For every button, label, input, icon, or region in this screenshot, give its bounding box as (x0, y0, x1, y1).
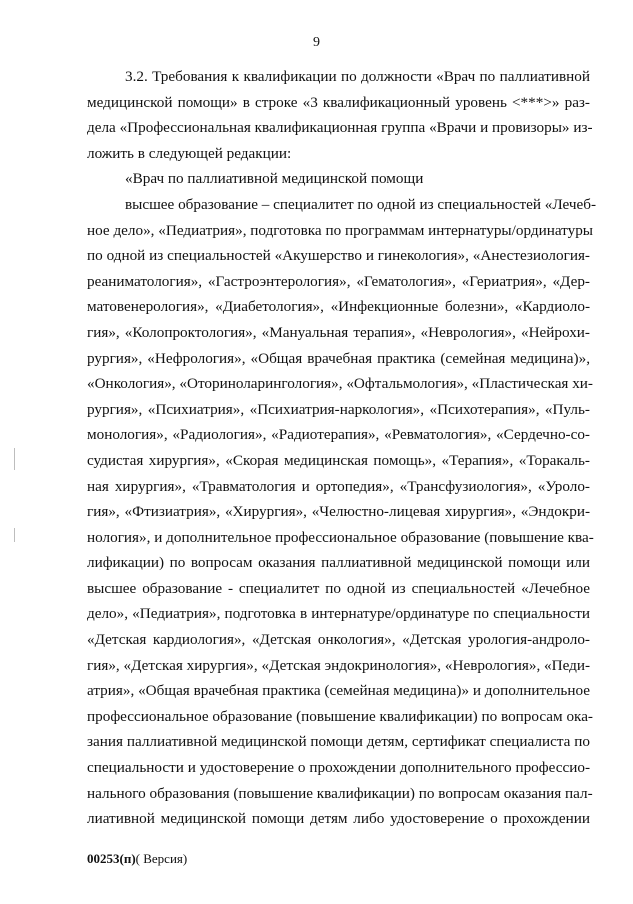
document-footer (87, 851, 187, 867)
document-version: ( Версия) (135, 851, 188, 866)
text-line: гия», «Колопроктология», «Мануальная терапия», «Неврология», «Нейрохи- (87, 323, 590, 341)
text-line: «Онкология», «Оториноларингология», «Офтальмология», «Пластическая хи- (87, 375, 593, 393)
text-line: ная хирургия», «Травматология и ортопедия», «Трансфузиология», «Уроло- (87, 477, 590, 495)
text-line: судистая хирургия», «Скорая медицинская помощь», «Терапия», «Торакаль- (87, 451, 590, 469)
text-line: атрия», «Общая врачебная практика (семейная медицина)» и дополнительное (87, 682, 590, 700)
text-line: медицинской помощи» в строке «3 квалификационный уровень <***>» раз- (87, 93, 590, 111)
scan-artifact-mark (14, 528, 15, 542)
scan-artifact-mark (14, 448, 15, 470)
text-line: нального образования (повышение квалификации) по вопросам оказания пал- (87, 784, 593, 802)
text-line: дела «Профессиональная квалификационная группа «Врачи и провизоры» из- (87, 119, 593, 137)
text-line: лиативной медицинской помощи детям либо удостоверение о прохождении (87, 810, 590, 828)
text-line: специальности и удостоверение о прохождении дополнительного профессио- (87, 759, 590, 777)
text-line: монология», «Радиология», «Радиотерапия», «Ревматология», «Сердечно-со- (87, 426, 590, 444)
text-line: матовенерология», «Диабетология», «Инфекционные болезни», «Кардиоло- (87, 298, 590, 316)
text-line: высшее образование – специалитет по одной из специальностей «Лечеб- (125, 195, 597, 213)
document-body (87, 64, 597, 832)
text-line: гия», «Детская хирургия», «Детская эндокринология», «Неврология», «Педи- (87, 656, 591, 674)
text-line: гия», «Фтизиатрия», «Хирургия», «Челюстно-лицевая хирургия», «Эндокри- (87, 503, 590, 521)
page-number: 9 (313, 35, 320, 50)
text-line: 3.2. Требования к квалификации по должности «Врач по паллиативной (125, 68, 590, 85)
text-line: нология», и дополнительное профессиональное образование (повышение ква- (87, 528, 594, 546)
text-line: рургия», «Психиатрия», «Психиатрия-наркология», «Психотерапия», «Пуль- (87, 400, 590, 418)
text-line: «Врач по паллиативной медицинской помощи (125, 170, 424, 188)
text-line: реаниматология», «Гастроэнтерология», «Гематология», «Гериатрия», «Дер- (87, 272, 590, 290)
document-code: 00253(п) (87, 851, 136, 866)
text-line: высшее образование - специалитет по одной из специальностей «Лечебное (87, 579, 590, 597)
text-line: лификации) по вопросам оказания паллиативной медицинской помощи или (87, 554, 590, 572)
text-line: рургия», «Нефрология», «Общая врачебная практика (семейная медицина)», (87, 349, 590, 367)
text-line: ное дело», «Педиатрия», подготовка по программам интернатуры/ординатуры (87, 221, 593, 239)
text-line: зания паллиативной медицинской помощи детям, сертификат специалиста по (87, 733, 590, 751)
text-line: по одной из специальностей «Акушерство и гинекология», «Анестезиология- (87, 247, 590, 265)
text-line: дело», «Педиатрия», подготовка в интернатуре/ординатуре по специальности (87, 605, 590, 623)
text-line: ложить в следующей редакции: (87, 144, 292, 162)
text-line: профессиональное образование (повышение квалификации) по вопросам ока- (87, 707, 593, 725)
text-line: «Детская кардиология», «Детская онкология», «Детская урология-андроло- (87, 631, 590, 649)
